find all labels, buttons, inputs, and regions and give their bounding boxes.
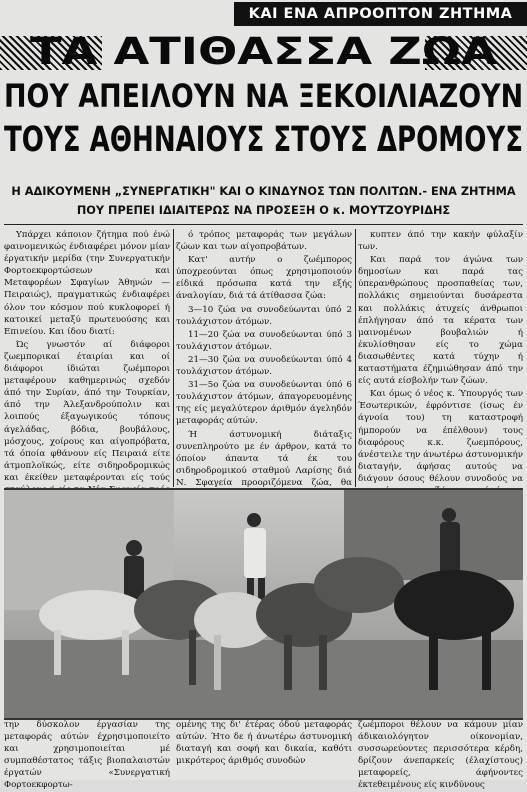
paragraph: 21—30 ζώα να συνοδεύωνται ύπό 4 τουλάχιστον άτόμων. [176, 354, 352, 378]
paragraph: ό τρόπος μεταφοράς των μεγάλων ζώων και των αίγοπροβάτων. [176, 230, 352, 253]
paragraph: 3—10 ζώα να συνοδεύωνται ύπό 2 τουλάχιστον άτόμων. [176, 304, 352, 327]
paragraph: Ή άστυνομική διάταξις συνεπληρούτο με έν άρθρον, κατά το όποίον άπαντα τά έκ του σιδηροδρομικού σταθμού Λαρίσης διά Ν. Σφαγεία προοριζόμενα ζώα, θα [176, 429, 352, 488]
subheadline: Η ΑΔΙΚΟΥΜΕΝΗ „ΣΥΝΕΡΓΑΤΙΚΗ" ΚΑΙ Ο ΚΙΝΔΥΝΟΣ ΤΩΝ ΠΟΛΙΤΩΝ.- ΕΝΑ ΖΗΤΗΜΑ ΠΟΥ ΠΡΕΠΕΙ ΙΔΙΑΙΤΕΡΩΣ ΝΑ ΠΡΟΣΕΞΗ Ο κ. ΜΟΥΤΖΟΥΡΙΔΗΣ [11, 185, 516, 217]
paragraph: Υπάρχει κάποιον ζήτημα πού ένώ φαινομενικώς ένδιαφέρει μόνον μίαν έργατικήν μερίδα (την Συνεργατικήν Φορτοεκφορτώσεων και Μεταφορέων Σφαγίων Άθηνών — Πειραιώς), πραγματικώς ένδιαφέρει όλον τον κόσμον πού κυκλοφορεί ή κατοικεί μεταξύ πρωτευούσης και Επινείου. Και ίδου διατί: [4, 230, 170, 337]
paragraph: κυπτεν άπό την κακήν φύλαξίν των. [358, 230, 523, 253]
paragraph: Ώς γνωστόν αί διάφοροι ζωεμπορικαί έταιρίαι και οί διάφοροι ίδιώται ζωέμποροι μεταφέρουν καθημερινώς σχεδόν άπό την Συρίαν, άπό την Τουρκίαν, άπό την Άλεξανδρούπολιν και λοιπούς έξαγωγικούς τόπους άγελάδας, βόδια, βουβάλους, μόσχους, χοίρους και αίγοπρόβατα, τά όποία φθάνουν είς Πειραιά είτε άτμοπλοϊκώς, είτε σιδηροδρομικώς και έκείθεν μεταφέρονται είς τούς [4, 339, 170, 483]
headline-line-2: ΠΟΥ ΑΠΕΙΛΟΥΝ ΝΑ ΞΕΚΟΙΛΙΑΖΟΥΝ [4, 77, 524, 115]
cattle-photo-illustration [4, 490, 523, 718]
cattle-photograph [4, 488, 523, 720]
paragraph: Και παρά τον άγώνα των δημοσίων και παρά τας ύπερανθρώπους προσπαθείας των, πολλάκις σημειούνται δυσάρεστα και πολλάκις άτυχείς άνθρωποι έπλήγησαν άπό τα κέρατα των μαινομένων βουβαλιών ή έκυλίσθησαν είς το χώμα διασωθέντες κατά τύχην ή καταστήματα έζημιώθησαν άπό την είς αυτά είσβολήν των ζώων. [358, 255, 523, 387]
paragraph: Κατ' αυτήν ο ζωέμπορος ύποχρεούνται όπως χρησιμοποιούν είδικά πρόσωπα κατά την εξής άναλογίαν, διά τά άτίθασσα ζώα: [176, 255, 352, 302]
kicker-banner: ΚΑΙ ΕΝΑ ΑΠΡΟΟΠΤΟΝ ΖΗΤΗΜΑ [234, 2, 527, 26]
bottom-column-1: την δύσκολον έργασίαν της μεταφοράς αύτών έχρησιμοποιείτο και χρησιμοποιείται μέ συμπαθέστατος τάξις βιοπαλαιστών έργατών «Συνεργατική Φορτοεκφορτω- [4, 720, 170, 791]
article-column-2 [176, 229, 352, 494]
paragraph: 31—5ο ζώα να συνοδεύωνται ύπό 6 τουλάχιστον άτόμων, άπαγορευομένης της είς μεγαλύτερον άριθμόν άγεληδόν μεταφοράς αύτών. [176, 380, 352, 427]
column-divider [173, 229, 174, 487]
headline-line-1: ΤΑ ΑΤΙΘΑΣΣΑ ΖΩΑ [30, 30, 498, 73]
bottom-column-2: ομένης της δι' έτέρας όδού μεταφοράς αύτών. Ήτο δε ή άνωτέρω άστυνομική διαταγή και σοφή και δικαία, καθότι μικρότερος άριθμός συνοδών [176, 720, 352, 767]
article-column-1 [4, 229, 170, 494]
bottom-column-3: ζωέμποροι θέλουν να κάμουν μίαν άδικαιολόγητον οίκονομίαν, συσσωρεύοντες περισσότερα κέρδη, δρίζουν άνεπαρκείς (έλαχίστους) μεταφορείς, άφήνοντες έκτεθειμένους είς κινδύνους [358, 720, 523, 791]
paragraph: 11—20 ζώα να συνοδεύωνται ύπό 3 τουλάχιστον άτόμων. [176, 329, 352, 352]
column-divider [355, 229, 356, 487]
article-column-3 [358, 229, 523, 494]
headline-line-3: ΤΟΥΣ ΑΘΗΝΑΙΟΥΣ ΣΤΟΥΣ ΔΡΟΜΟΥΣ [4, 120, 524, 160]
paragraph: Και όμως ό νέος κ. Ύπουργός των Έσωτερικών, έφρόντισε (ίσως έν άγνοία του) τη καταστροφή ήμπορούν να έπέλθουν) τους διαφόρους κ.κ. ζωεμπόρους, άνέστειλε την άνωτέρω άστυνομικήν διαταγήν, άφήσας αυτούς να διάγουν όσους θέλουν συνοδούς να [358, 389, 523, 484]
separator-rule [4, 224, 523, 225]
